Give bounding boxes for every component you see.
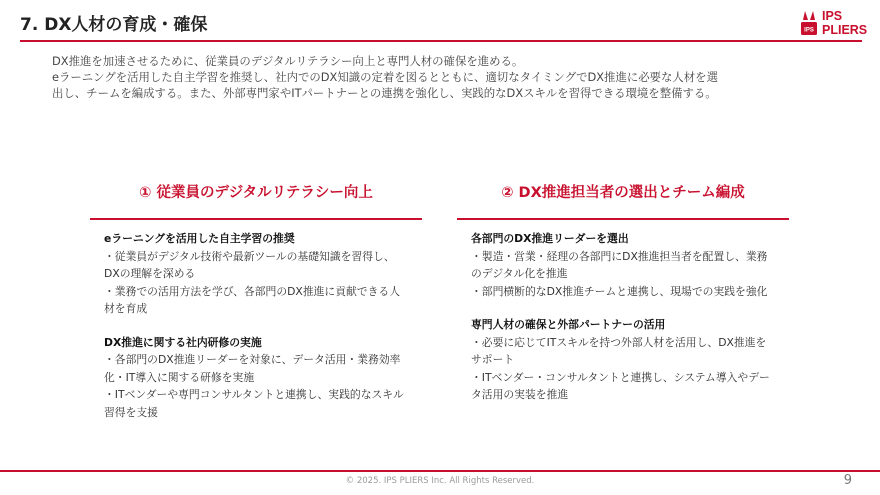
- company-logo: [800, 8, 868, 40]
- column-dx-team: [457, 178, 789, 420]
- bullet-item: ・必要に応じてITスキルを持つ外部人材を活用し、DX推進をサポート: [471, 335, 767, 366]
- logo-wordmark: [822, 9, 867, 37]
- intro-text: [52, 53, 842, 101]
- logo-mark-text: IPS: [804, 27, 814, 34]
- bullet-item: ・ITベンダー・コンサルタントと連携し、システム導入やデータ活用の実装を推進: [471, 370, 770, 401]
- section-title: 専門人材の確保と外部パートナーの活用: [471, 318, 666, 331]
- section-title: eラーニングを活用した自主学習の推奨: [104, 232, 295, 245]
- bullet-item: ・業務での活用方法を学び、各部門のDX推進に貢献できる人材を育成: [104, 284, 400, 315]
- column-heading: ① 従業員のデジタルリテラシー向上: [139, 185, 373, 201]
- bullet-item: ・各部門のDX推進リーダーを対象に、データ活用・業務効率化・IT導入に関する研修を実施: [104, 353, 401, 384]
- footer-divider: [0, 470, 880, 472]
- section-title: 各部門のDX推進リーダーを選出: [471, 232, 629, 245]
- section-internal-training: [104, 334, 408, 422]
- page-number: 9: [843, 473, 852, 488]
- bullet-item: ・従業員がデジタル技術や最新ツールの基礎知識を習得し、DXの理解を深める: [104, 249, 395, 280]
- copyright-text: © 2025. IPS PLIERS Inc. All Rights Reserved.: [345, 476, 535, 486]
- section-elearning: [104, 230, 408, 318]
- pliers-logo-icon: [800, 10, 818, 36]
- bullet-item: ・部門横断的なDX推進チームと連携し、現場での実践を強化: [471, 284, 768, 298]
- column-heading: ② DX推進担当者の選出とチーム編成: [501, 185, 745, 201]
- section-external-partners: [471, 316, 775, 404]
- column-body: [457, 220, 789, 404]
- title-divider: [20, 40, 862, 42]
- section-dx-leaders: [471, 230, 775, 300]
- logo-line-2: PLIERS: [822, 23, 868, 37]
- intro-line: 出し、チームを編成する。また、外部専門家やITパートナーとの連携を強化し、実践的なDXスキルを習得できる環境を整備する。: [52, 86, 717, 100]
- column-digital-literacy: [90, 178, 422, 437]
- intro-line: eラーニングを活用した自主学習を推奨し、社内でのDX知識の定着を図るとともに、適切なタイミングでDX推進に必要な人材を選: [52, 70, 718, 84]
- bullet-item: ・ITベンダーや専門コンサルタントと連携し、実践的なスキル習得を支援: [104, 388, 404, 419]
- intro-line: DX推進を加速させるために、従業員のデジタルリテラシー向上と専門人材の確保を進める。: [52, 54, 524, 68]
- bullet-item: ・製造・営業・経理の各部門にDX推進担当者を配置し、業務のデジタル化を推進: [471, 249, 768, 280]
- section-title: DX推進に関する社内研修の実施: [104, 335, 262, 349]
- page-title: 7. DX人材の育成・確保: [20, 15, 208, 35]
- column-body: [90, 220, 422, 421]
- logo-line-1: IPS: [822, 9, 843, 23]
